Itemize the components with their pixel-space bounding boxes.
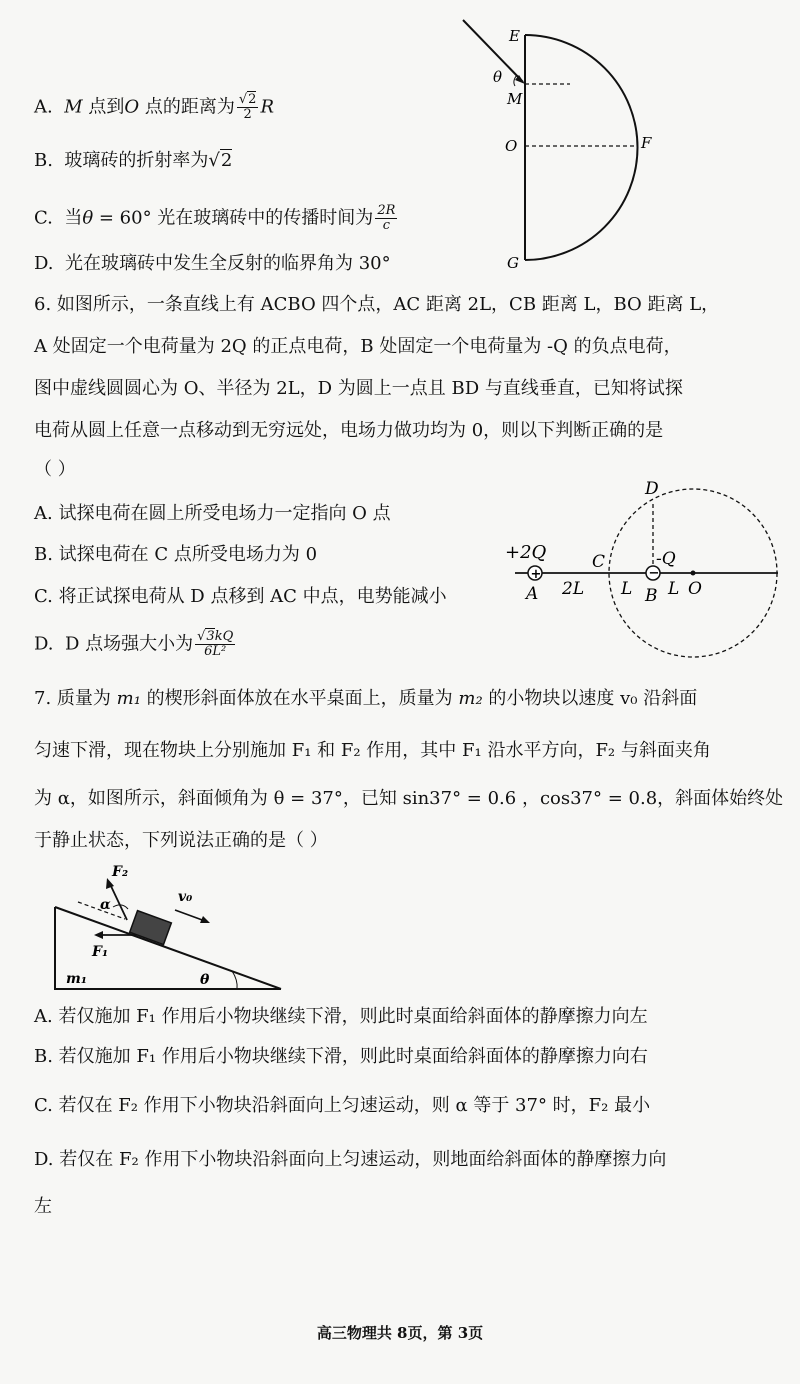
point-o xyxy=(691,571,696,576)
option-letter: D. xyxy=(34,253,54,274)
label-d: D xyxy=(645,479,659,499)
text: 光在玻璃砖中发生全反射的临界角为 30° xyxy=(64,253,391,274)
label-alpha: α xyxy=(100,897,111,913)
label-2l: 2L xyxy=(562,579,585,599)
text: 7. 质量为 xyxy=(34,688,117,709)
fraction-denominator: c xyxy=(382,218,390,233)
semicircle-arc xyxy=(525,35,638,260)
q6-stem-line-3: 图中虚线圆圆心为 O、半径为 2L，D 为圆上一点且 BD 与直线垂直，已知将试探 xyxy=(34,378,683,399)
label-theta: θ xyxy=(493,68,503,86)
fraction xyxy=(375,204,397,233)
q7-option-a: A. 若仅施加 F₁ 作用后小物块继续下滑，则此时桌面给斜面体的静摩擦力向左 xyxy=(34,1006,648,1027)
v0-arrowhead xyxy=(200,916,210,923)
q5-semicircle-figure xyxy=(455,18,675,278)
text: = 60° 光在玻璃砖中的传播时间为 xyxy=(93,207,374,229)
label-g: G xyxy=(507,254,519,272)
block xyxy=(130,911,172,945)
q6-stem-line-1: 6. 如图所示，一条直线上有 ACBO 四个点，AC 距离 2L，CB 距离 L，BO 距离 L， xyxy=(34,294,720,315)
f1-arrowhead xyxy=(94,931,103,939)
q7-option-d-line-2: 左 xyxy=(34,1196,52,1217)
symbol-o: O xyxy=(124,96,140,118)
q7-stem-line-3: 为 α，如图所示，斜面倾角为 θ = 37°，已知 sin37° = 0.6 ，cos37° = 0.8，斜面体始终处 xyxy=(34,788,784,809)
sqrt-value: 3 xyxy=(206,629,215,644)
text: 玻璃砖的折射率为 xyxy=(64,150,209,171)
incline-surface xyxy=(55,907,281,989)
label-v0: v₀ xyxy=(178,889,193,905)
sqrt-value: 2 xyxy=(220,150,233,171)
page-footer: 高三物理共 8页，第 3页 xyxy=(316,1324,484,1342)
text: 点到 xyxy=(82,96,125,118)
minus-sign: − xyxy=(648,566,660,581)
label-theta: θ xyxy=(200,972,210,988)
text: 的楔形斜面体放在水平桌面上，质量为 xyxy=(140,688,459,709)
q5-option-b: B. 玻璃砖的折射率为√2 xyxy=(34,150,233,171)
q6-stem-line-2: A 处固定一个电荷量为 2Q 的正点电荷，B 处固定一个电荷量为 -Q 的负点电荷， xyxy=(34,336,682,357)
label-f: F xyxy=(641,134,652,152)
label-l-bo: L xyxy=(668,579,680,599)
q5-option-c xyxy=(34,204,399,233)
label-a: A xyxy=(526,584,539,604)
label-minus-q: -Q xyxy=(656,549,676,569)
option-letter: A. xyxy=(34,96,53,118)
block-body xyxy=(130,911,172,945)
q7-stem-line-2: 匀速下滑，现在物块上分别施加 F₁ 和 F₂ 作用，其中 F₁ 沿水平方向，F₂ 与斜面夹角 xyxy=(34,740,711,761)
q6-option-c: C. 将正试探电荷从 D 点移到 AC 中点，电势能减小 xyxy=(34,586,447,607)
label-plus-2q: +2Q xyxy=(505,542,547,563)
symbol-theta: θ xyxy=(82,207,94,229)
label-m1: m₁ xyxy=(66,971,87,987)
symbol-m2: m₂ xyxy=(458,688,483,709)
q5-option-d xyxy=(34,253,391,275)
v0-arrow-line xyxy=(175,910,205,921)
symbol-r: R xyxy=(260,96,274,118)
fraction-numerator: 2 xyxy=(248,92,257,107)
q6-charges-figure xyxy=(500,470,790,662)
label-l-cb: L xyxy=(621,579,633,599)
q5-option-a xyxy=(34,93,274,122)
fraction-numerator: 2R xyxy=(377,203,396,218)
q7-incline-figure xyxy=(40,862,300,1002)
q6-answer-paren: （ ） xyxy=(34,459,76,480)
text: D 点场强大小为 xyxy=(64,633,194,655)
q7-option-b: B. 若仅施加 F₁ 作用后小物块继续下滑，则此时桌面给斜面体的静摩擦力向右 xyxy=(34,1046,648,1067)
label-f2: F₂ xyxy=(112,864,129,880)
fraction-denominator: 2 xyxy=(243,107,252,122)
symbol-m1: m₁ xyxy=(116,688,141,709)
text: 点的距离为 xyxy=(139,96,235,118)
label-c: C xyxy=(592,552,606,572)
option-letter: B. xyxy=(34,150,53,171)
label-f1: F₁ xyxy=(92,944,109,960)
fraction-numerator: kQ xyxy=(214,629,234,644)
q7-option-d-line-1: D. 若仅在 F₂ 作用下小物块沿斜面向上匀速运动，则地面给斜面体的静摩擦力向 xyxy=(34,1149,667,1170)
fraction: $\frac{√3kQ}{\text{6L²}}$ xyxy=(197,629,234,659)
symbol-m: M xyxy=(64,96,83,118)
q7-option-c: C. 若仅在 F₂ 作用下小物块沿斜面向上匀速运动，则 α 等于 37° 时，F₂ 最小 xyxy=(34,1095,651,1116)
q6-option-a: A. 试探电荷在圆上所受电场力一定指向 O 点 xyxy=(34,503,391,524)
label-o: O xyxy=(505,137,518,155)
q6-option-d xyxy=(34,630,237,659)
option-letter: C. xyxy=(34,207,53,229)
plus-sign: + xyxy=(530,567,542,582)
label-b: B xyxy=(645,586,658,606)
text: 当 xyxy=(64,207,83,229)
fraction-denominator: 6L² xyxy=(204,644,227,659)
text: 的小物块以速度 v₀ 沿斜面 xyxy=(482,688,698,709)
label-e: E xyxy=(509,27,520,45)
q6-stem-line-4: 电荷从圆上任意一点移动到无穷远处，电场力做功均为 0，则以下判断正确的是 xyxy=(34,420,664,441)
q7-stem-line-4: 于静止状态，下列说法正确的是（ ） xyxy=(34,830,328,851)
fraction: $\frac{√2}{2}$ xyxy=(238,92,257,122)
q6-option-b: B. 试探电荷在 C 点所受电场力为 0 xyxy=(34,544,318,565)
label-o: O xyxy=(688,579,702,599)
option-letter: D. xyxy=(34,633,54,655)
q7-stem-line-1 xyxy=(34,688,697,710)
label-m: M xyxy=(507,90,523,108)
